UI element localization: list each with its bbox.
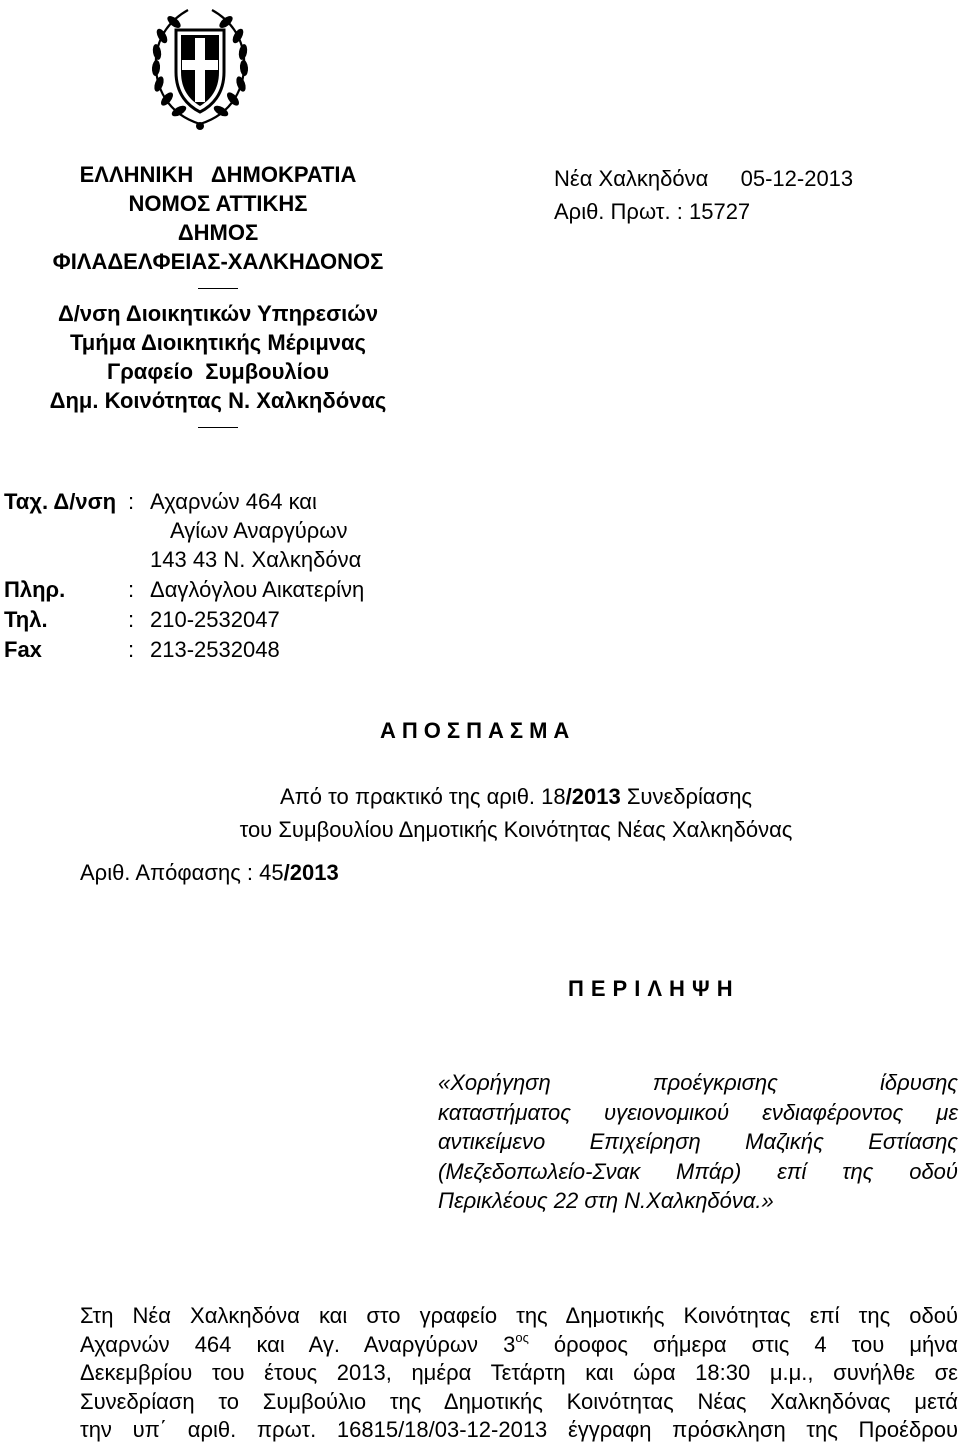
- decision-number: Αριθ. Απόφασης : 45/2013: [80, 860, 339, 885]
- date-protocol-block: [554, 162, 853, 228]
- tel-colon: :: [128, 607, 135, 632]
- postal-line-1: Αχαρνών 464 και: [150, 489, 317, 514]
- country-name: ΕΛΛΗΝΙΚΗ ΔΗΜΟΚΡΑΤΙΑ: [79, 162, 357, 187]
- body-line-2: Αχαρνών 464 και Αγ. Αναργύρων $3^{o\varsigma}$ όροφος σήμερα στις 4 του μήνα: [80, 1329, 958, 1357]
- community-name: Δημ. Κοινότητας Ν. Χαλκηδόνας: [49, 388, 387, 413]
- postal-line-2: Αγίων Αναργύρων: [170, 518, 348, 543]
- divider: [198, 427, 238, 428]
- body-line-5: την υπ΄ αριθ. πρωτ. 16815/18/03-12-2013 έγγραφη πρόσκληση της Προέδρου: [80, 1417, 958, 1442]
- protocol-number: 15727: [688, 199, 751, 224]
- minutes-reference: [196, 780, 836, 846]
- greek-coat-of-arms-icon: [148, 2, 252, 134]
- protocol-colon: :: [676, 199, 683, 224]
- office-name: Γραφείο Συμβουλίου: [106, 359, 330, 384]
- issuer-block: [0, 160, 436, 438]
- fax-value: 213-2532048: [150, 637, 280, 662]
- tel-label: Τηλ.: [4, 607, 48, 632]
- minutes-line-2: του Συμβουλίου Δημοτικής Κοινότητας Νέας Χαλκηδόνας: [239, 817, 793, 842]
- info-label: Πληρ.: [4, 577, 66, 602]
- prefecture-name: ΝΟΜΟΣ ΑΤΤΙΚΗΣ: [128, 191, 308, 216]
- postal-label: Ταχ. Δ/νση: [4, 489, 117, 514]
- postal-line-3: 143 43 Ν. Χαλκηδόνα: [150, 547, 362, 572]
- place-date-row: [554, 162, 853, 195]
- divider: [198, 288, 238, 289]
- summary-line: Περικλέους 22 στη Ν.Χαλκηδόνα.»: [438, 1188, 774, 1213]
- municipality-name: ΦΙΛΑΔΕΛΦΕΙΑΣ-ΧΑΛΚΗΔΟΝΟΣ: [52, 249, 384, 274]
- summary-line: «Χορήγηση προέγκρισης ίδρυσης: [438, 1070, 958, 1095]
- body-paragraph: [80, 1302, 958, 1445]
- body-line-3: Δεκεμβρίου του έτους 2013, ημέρα Τετάρτη και ώρα 18:30 μ.μ., συνήλθε σε: [80, 1360, 958, 1385]
- protocol-row: [554, 195, 853, 228]
- summary-title: ΠΕΡΙΛΗΨΗ: [568, 976, 740, 1001]
- tel-value: 210-2532047: [150, 607, 280, 632]
- summary-line: (Μεζεδοπωλείο-Σνακ Μπάρ) επί της οδού: [438, 1158, 958, 1184]
- minutes-line-1: Από το πρακτικό της αριθ. 18/2013 Συνεδρίασης: [279, 784, 753, 809]
- summary-line: αντικείμενο Επιχείρηση Μαζικής Εστίασης: [438, 1129, 958, 1154]
- fax-label: Fax: [4, 637, 42, 662]
- municipality-label: ΔΗΜΟΣ: [177, 220, 259, 245]
- extract-title: ΑΠΟΣΠΑΣΜΑ: [380, 718, 576, 743]
- postal-colon: :: [128, 489, 135, 514]
- place-name: Νέα Χαλκηδόνα: [554, 166, 709, 191]
- summary-text: [438, 1068, 958, 1216]
- department-name: Τμήμα Διοικητικής Μέριμνας: [70, 330, 366, 355]
- body-line-1: Στη Νέα Χαλκηδόνα και στο γραφείο της Δημοτικής Κοινότητας επί της οδού: [80, 1303, 958, 1328]
- address-block: [0, 488, 500, 668]
- info-value: Δαγλόγλου Αικατερίνη: [150, 577, 365, 602]
- protocol-label: Αριθ. Πρωτ.: [554, 199, 671, 224]
- info-colon: :: [128, 577, 135, 602]
- directorate-name: Δ/νση Διοικητικών Υπηρεσιών: [57, 301, 379, 326]
- fax-colon: :: [128, 637, 135, 662]
- summary-line: καταστήματος υγειονομικού ενδιαφέροντος με: [438, 1099, 958, 1125]
- body-line-4: Συνεδρίαση το Συμβούλιο της Δημοτικής Κοινότητας Νέας Χαλκηδόνας μετά: [80, 1388, 958, 1414]
- document-date: 05-12-2013: [740, 166, 854, 191]
